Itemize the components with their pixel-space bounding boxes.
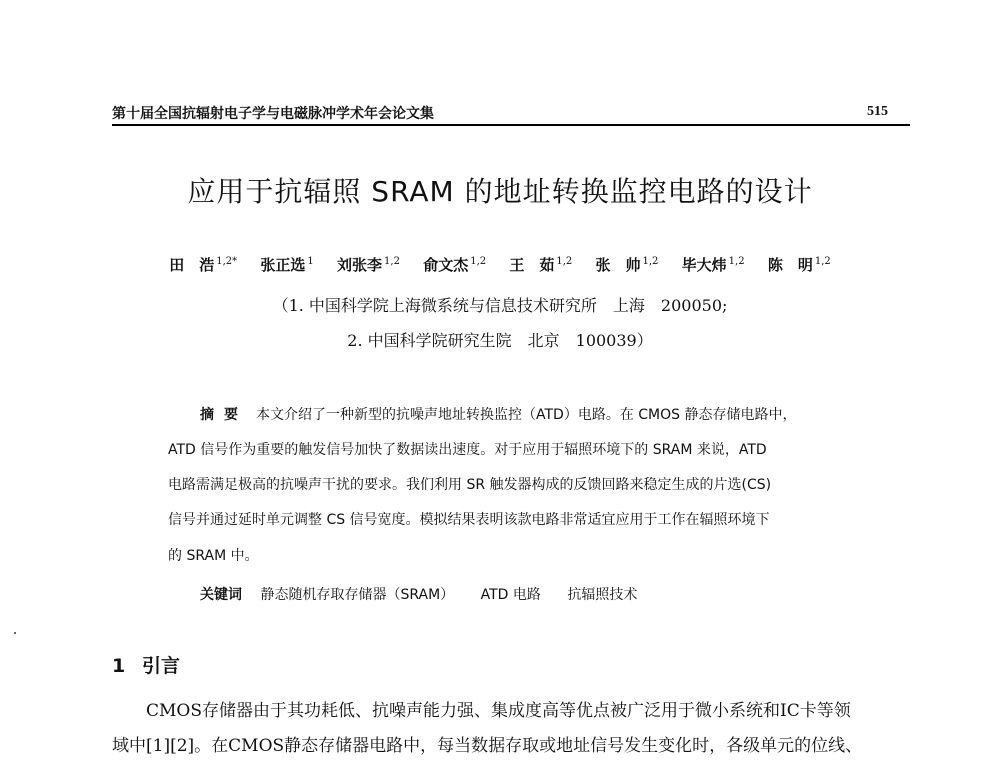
- keywords: [200, 584, 659, 604]
- section-title: 引言: [142, 655, 181, 677]
- author: 毕大炜 $^{1,2}$: [681, 256, 745, 274]
- body-line: 域中[1][2]。在CMOS静态存储器电路中，每当数据存取或地址信号发生变化时，各级单元的位线、: [112, 736, 863, 756]
- keyword: ATD 电路: [480, 587, 541, 603]
- page-number: 515: [867, 104, 888, 119]
- author: 张正选 $^1$: [260, 256, 314, 274]
- section-number: 1: [112, 655, 126, 677]
- paper-title: 应用于抗辐照 SRAM 的地址转换监控电路的设计: [187, 175, 813, 208]
- body-line: CMOS存储器由于其功耗低、抗噪声能力强、集成度高等优点被广泛用于微小系统和IC卡等领: [146, 701, 851, 721]
- keywords-label: 关键词: [200, 587, 242, 603]
- running-header: 第十届全国抗辐射电子学与电磁脉冲学术年会论文集: [112, 106, 434, 122]
- author-list: [0, 254, 1000, 275]
- author: 刘张李 $^{1,2}$: [337, 256, 400, 274]
- author: 王 茹 $^{1,2}$: [509, 256, 573, 274]
- author: 田 浩 $^{1,2*}$: [169, 256, 238, 274]
- affiliation-2: 2. 中国科学院研究生院 北京 100039）: [347, 331, 653, 350]
- abstract-line: 的 SRAM 中。: [168, 548, 259, 564]
- abstract-line: 信号并通过延时单元调整 CS 信号宽度。模拟结果表明该款电路非常适宜应用于工作在辐照环境下: [168, 512, 770, 528]
- author: 张 帅 $^{1,2}$: [595, 256, 659, 274]
- header-rule: [112, 124, 910, 126]
- abstract-line: ATD 信号作为重要的触发信号加快了数据读出速度。对于应用于辐照环境下的 SRAM 来说，ATD: [168, 442, 767, 458]
- abstract-line: 摘要 本文介绍了一种新型的抗噪声地址转换监控（ATD）电路。在 CMOS 静态存储电路中，: [200, 407, 797, 423]
- section-heading: [112, 651, 180, 678]
- author: 陈 明 $^{1,2}$: [767, 256, 831, 274]
- abstract-line: 电路需满足极高的抗噪声干扰的要求。我们利用 SR 触发器构成的反馈回路来稳定生成的片选(CS): [168, 477, 772, 493]
- author: 俞文杰 $^{1,2}$: [423, 256, 487, 274]
- affiliation-1: （1. 中国科学院上海微系统与信息技术研究所 上海 200050;: [272, 296, 728, 315]
- abstract-label: 摘要: [200, 407, 248, 423]
- keyword: 抗辐照技术: [567, 587, 638, 603]
- keyword: 静态随机存取存储器（SRAM）: [260, 587, 455, 603]
- scan-speck: [14, 632, 16, 634]
